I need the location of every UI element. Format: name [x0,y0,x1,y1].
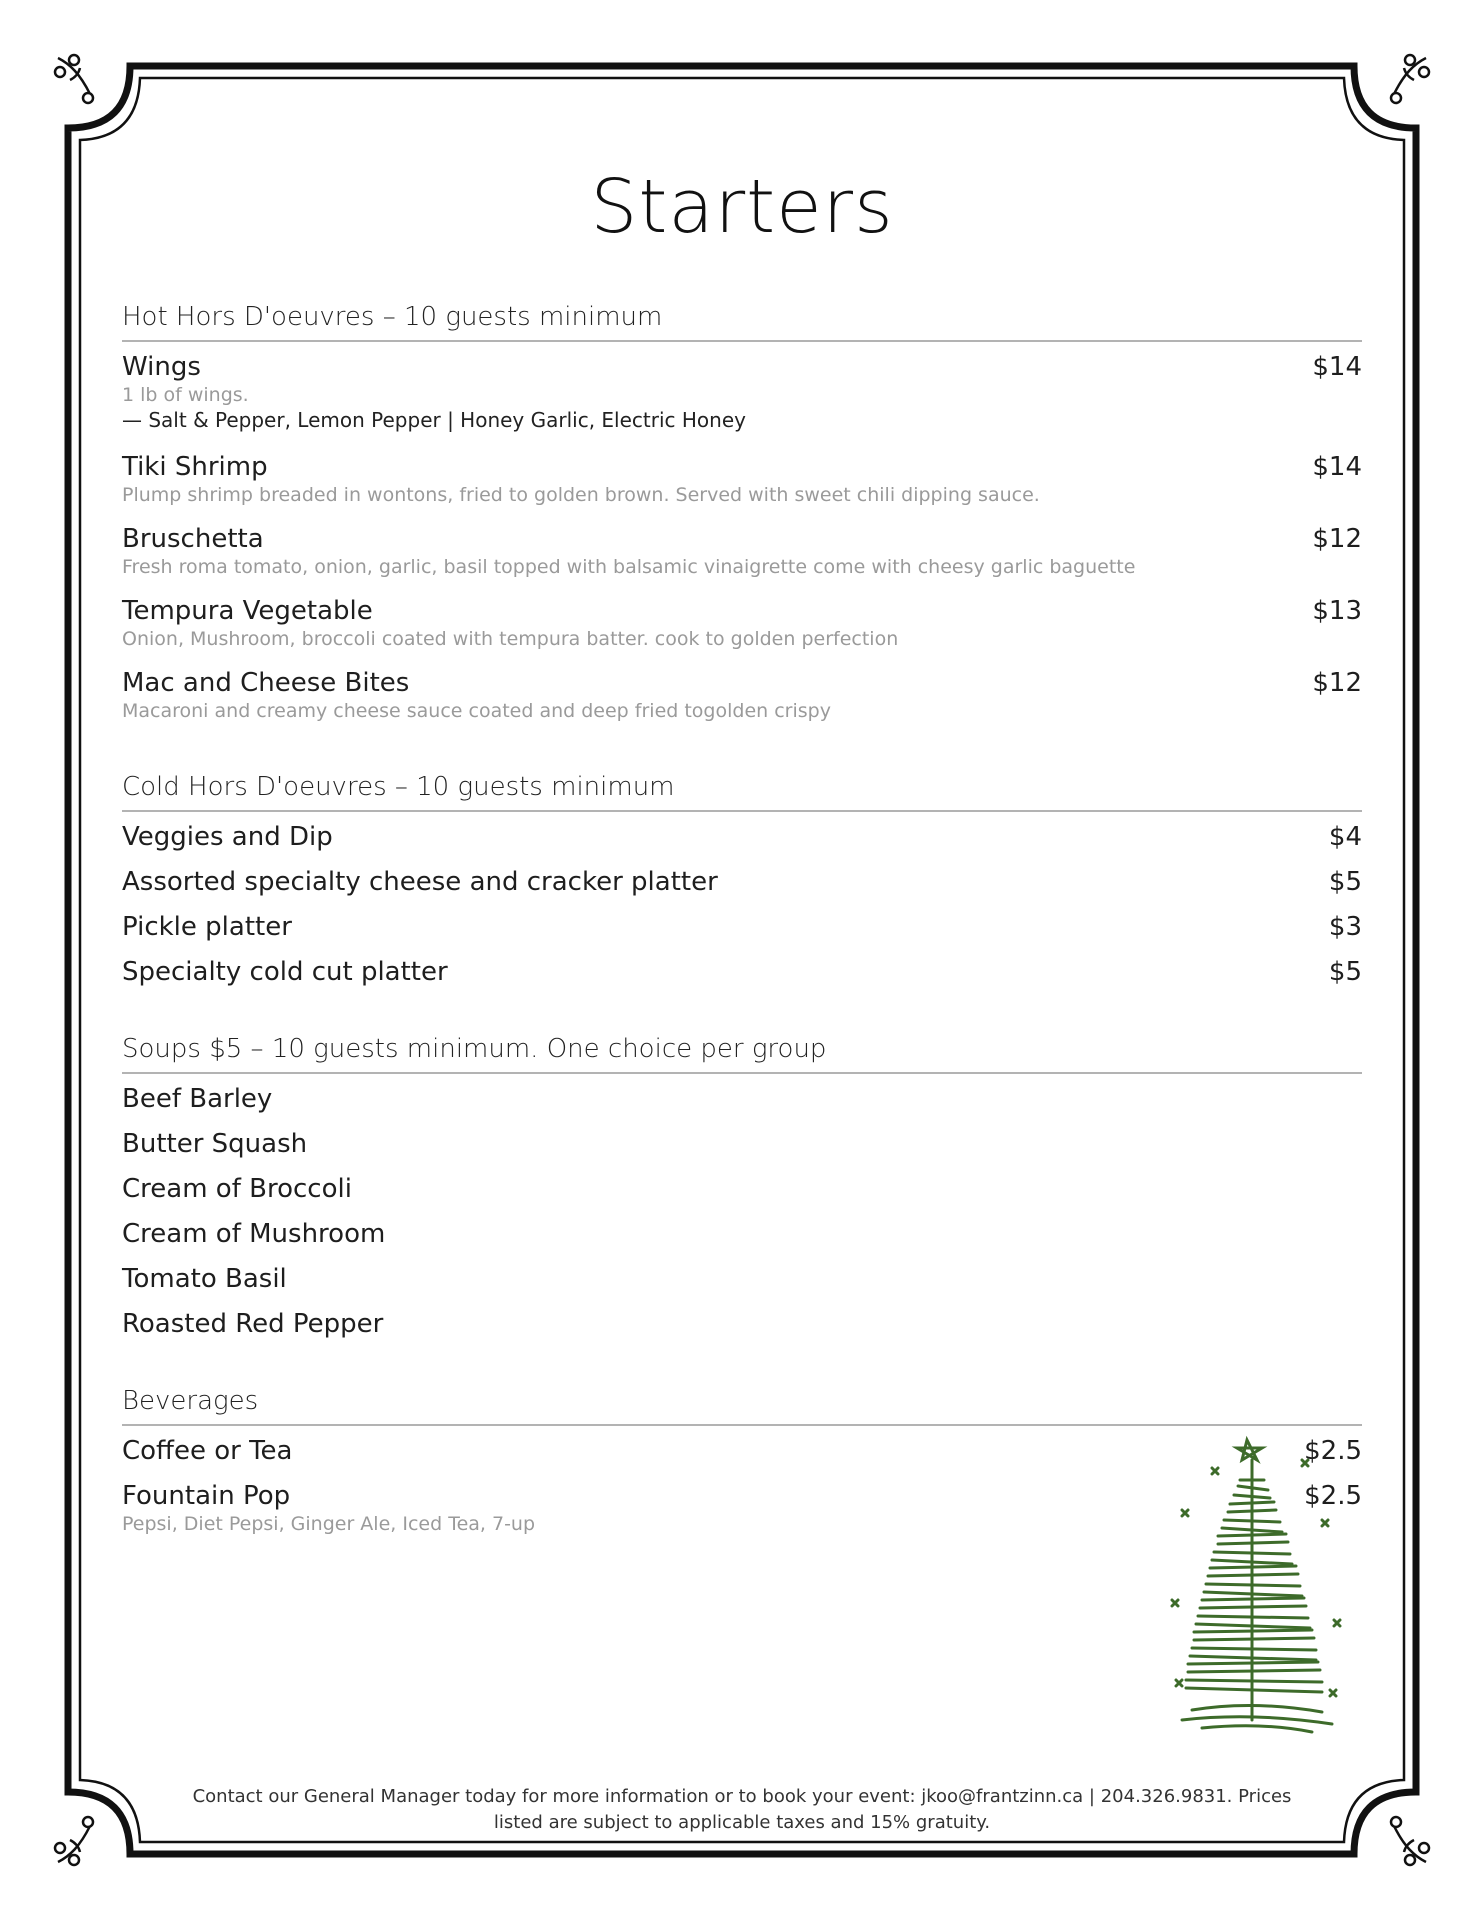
footer-line: listed are subject to applicable taxes and 15% gratuity. [493,1812,991,1833]
section-header-hot: Hot Hors D'oeuvres – 10 guests minimum [122,302,1362,342]
menu-item [122,822,1362,856]
menu-item [122,1219,1362,1253]
item-price: $14 [1312,452,1362,482]
item-name: Roasted Red Pepper [122,1309,384,1339]
menu-item [122,1084,1362,1118]
page-title: Starters [590,164,894,250]
item-price: $4 [1328,822,1362,852]
footer-contact [150,1784,1334,1836]
floral-ornament-icon [50,50,114,114]
menu-item [122,352,1362,432]
item-name: Veggies and Dip [122,822,333,852]
item-name: Tempura Vegetable [122,596,373,626]
menu-item [122,524,1362,578]
item-name: Fountain Pop [122,1481,291,1511]
section-header-beverages: Beverages [122,1386,1362,1426]
item-name: Specialty cold cut platter [122,957,448,987]
item-price: $2.5 [1304,1436,1362,1466]
item-price: $14 [1312,352,1362,382]
floral-ornament-icon [1370,50,1434,114]
item-name: Cream of Mushroom [122,1219,386,1249]
floral-ornament-icon [1370,1806,1434,1870]
menu-item [122,1264,1362,1298]
item-name: Beef Barley [122,1084,273,1114]
item-price: $2.5 [1304,1481,1362,1511]
floral-ornament-icon [50,1806,114,1870]
item-description: Pepsi, Diet Pepsi, Ginger Ale, Iced Tea, 7-up [122,1513,536,1535]
item-price: $12 [1312,668,1362,698]
section-header-soups: Soups $5 – 10 guests minimum. One choice per group [122,1034,1362,1074]
menu-item [122,668,1362,722]
menu-item [122,596,1362,650]
item-description: Onion, Mushroom, broccoli coated with tempura batter. cook to golden perfection [122,628,899,650]
item-name: Coffee or Tea [122,1436,293,1466]
item-name: Bruschetta [122,524,264,554]
item-price: $5 [1328,867,1362,897]
item-name: Wings [122,352,201,382]
menu-item [122,452,1362,506]
menu-item [122,867,1362,901]
item-price: $12 [1312,524,1362,554]
menu-item [122,1309,1362,1343]
item-name: Assorted specialty cheese and cracker platter [122,867,718,897]
item-name: Mac and Cheese Bites [122,668,410,698]
item-price: $13 [1312,596,1362,626]
item-description: Plump shrimp breaded in wontons, fried to golden brown. Served with sweet chili dipping sauce. [122,484,1040,506]
item-name: Tiki Shrimp [122,452,268,482]
item-price: $5 [1328,957,1362,987]
item-price: $3 [1328,912,1362,942]
menu-item [122,1174,1362,1208]
item-description: Fresh roma tomato, onion, garlic, basil topped with balsamic vinaigrette come with cheesy garlic baguette [122,556,1136,578]
item-name: Butter Squash [122,1129,308,1159]
menu-item [122,1129,1362,1163]
section-header-cold: Cold Hors D'oeuvres – 10 guests minimum [122,772,1362,812]
item-options: — Salt & Pepper, Lemon Pepper | Honey Garlic, Electric Honey [122,408,746,432]
menu-item [122,912,1362,946]
item-name: Tomato Basil [122,1264,287,1294]
item-name: Pickle platter [122,912,292,942]
item-description: 1 lb of wings. [122,384,249,406]
christmas-tree-icon [1152,1420,1362,1750]
item-description: Macaroni and creamy cheese sauce coated and deep fried togolden crispy [122,700,831,722]
menu-item [122,957,1362,991]
item-name: Cream of Broccoli [122,1174,352,1204]
footer-line: Contact our General Manager today for more information or to book your event: jkoo@frantzinn.ca | 204.326.9831. Prices [192,1786,1292,1807]
